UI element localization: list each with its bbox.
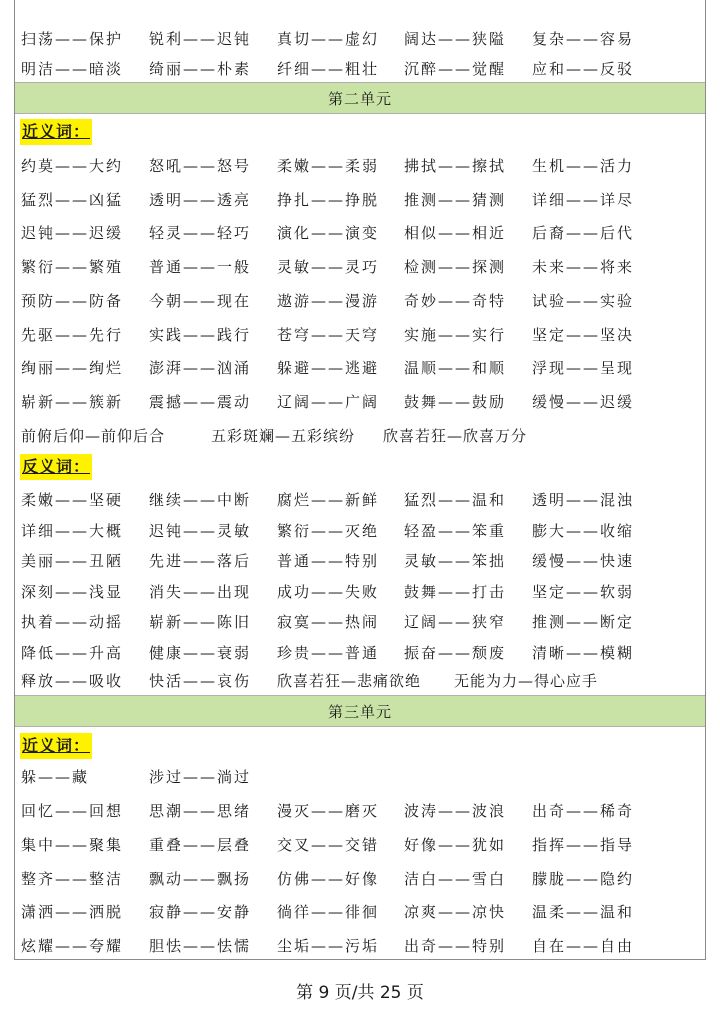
word-pair: 柔嫩——柔弱 (277, 157, 380, 175)
word-pair: 猛烈——温和 (404, 491, 507, 509)
word-pair: 实施——实行 (404, 325, 507, 344)
word-pair: 出奇——特别 (404, 937, 507, 956)
word-row (21, 830, 701, 860)
word-row (21, 185, 701, 215)
word-pair: 快活——哀伤 (149, 672, 252, 690)
word-row (21, 864, 701, 894)
word-row (21, 353, 701, 383)
word-pair: 明洁——暗淡 (21, 60, 124, 78)
word-pair: 检测——探测 (404, 258, 507, 277)
word-pair: 灵敏——灵巧 (277, 258, 380, 277)
word-pair: 真切——虚幻 (277, 30, 380, 48)
word-pair: 猛烈——凶猛 (21, 190, 124, 209)
word-row (21, 54, 701, 84)
word-pair: 普通——一般 (149, 258, 252, 277)
word-pair: 波涛——波浪 (404, 802, 507, 820)
word-pair: 后裔——后代 (532, 224, 635, 243)
word-pair: 试验——实验 (532, 291, 635, 310)
word-pair: 美丽——丑陋 (21, 552, 124, 571)
word-pair: 辽阔——狭窄 (404, 613, 507, 632)
word-pair: 交叉——交错 (277, 835, 380, 854)
word-pair: 鼓舞——鼓励 (404, 392, 507, 411)
word-row (21, 485, 701, 515)
word-pair: 轻灵——轻巧 (149, 224, 252, 243)
word-row (21, 796, 701, 826)
word-pair: 凉爽——凉快 (404, 903, 507, 922)
word-pair: 朦胧——隐约 (532, 869, 635, 888)
word-pair: 崭新——簇新 (21, 392, 124, 411)
word-pair: 约莫——大约 (21, 157, 124, 175)
idiom-pair: 欣喜若狂—欣喜万分 (383, 427, 528, 445)
word-pair: 好像——犹如 (404, 835, 507, 854)
word-pair: 振奋——颓废 (404, 644, 507, 662)
word-pair: 健康——衰弱 (149, 644, 252, 662)
word-pair: 演化——演变 (277, 224, 380, 243)
word-pair: 躲——藏 (21, 768, 90, 786)
word-pair: 灵敏——笨拙 (404, 552, 507, 571)
word-pair: 震撼——震动 (149, 392, 252, 411)
word-row (21, 666, 701, 696)
word-row (21, 151, 701, 181)
word-pair: 出奇——稀奇 (532, 802, 635, 820)
word-pair: 缓慢——迟缓 (532, 392, 635, 411)
word-pair: 绮丽——朴素 (149, 60, 252, 78)
word-pair: 实践——践行 (149, 325, 252, 344)
word-pair: 集中——聚集 (21, 835, 124, 854)
word-pair: 迟钝——迟缓 (21, 224, 124, 243)
word-pair: 仿佛——好像 (277, 869, 380, 888)
word-pair: 消失——出现 (149, 582, 252, 601)
word-pair: 鼓舞——打击 (404, 582, 507, 601)
word-pair: 相似——相近 (404, 224, 507, 243)
word-pair: 胆怯——怯懦 (149, 937, 252, 956)
word-pair: 锐利——迟钝 (149, 30, 252, 48)
word-pair: 膨大——收缩 (532, 521, 635, 540)
word-row (21, 577, 701, 607)
word-pair: 今朝——现在 (149, 291, 252, 310)
word-pair: 沉醉——觉醒 (404, 60, 507, 78)
word-pair: 温柔——温和 (532, 903, 635, 922)
word-pair: 躲避——逃避 (277, 359, 380, 378)
word-pair: 详细——大概 (21, 521, 124, 540)
word-pair: 崭新——陈旧 (149, 613, 252, 632)
word-pair: 透明——透亮 (149, 190, 252, 209)
word-pair: 预防——防备 (21, 291, 124, 310)
word-pair: 浮现——呈现 (532, 359, 635, 378)
word-pair: 飘动——飘扬 (149, 869, 252, 888)
word-row (21, 320, 701, 350)
word-row (21, 516, 701, 546)
word-pair: 复杂——容易 (532, 30, 635, 48)
word-pair: 涉过——淌过 (149, 768, 252, 786)
word-pair: 降低——升高 (21, 644, 124, 662)
word-pair: 执着——动摇 (21, 613, 124, 632)
idiom-row (21, 421, 701, 451)
word-pair: 柔嫩——坚硬 (21, 491, 124, 509)
word-pair: 奇妙——奇特 (404, 291, 507, 310)
word-pair: 指挥——指导 (532, 835, 635, 854)
word-pair: 迟钝——灵敏 (149, 521, 252, 540)
word-pair: 阔达——狭隘 (404, 30, 507, 48)
word-pair: 挣扎——挣脱 (277, 190, 380, 209)
word-pair: 绚丽——绚烂 (21, 359, 124, 378)
word-pair: 轻盈——笨重 (404, 521, 507, 540)
page-number: 第 9 页/共 25 页 (296, 983, 424, 1003)
word-pair: 坚定——软弱 (532, 582, 635, 601)
word-pair: 寂寞——热闹 (277, 613, 380, 632)
word-pair: 应和——反驳 (532, 60, 635, 78)
word-pair: 详细——详尽 (532, 190, 635, 209)
unit-2-antonyms-label: 反义词： (20, 454, 92, 480)
word-pair: 漫灭——磨灭 (277, 802, 380, 820)
word-pair: 未来——将来 (532, 258, 635, 277)
word-pair: 珍贵——普通 (277, 644, 380, 662)
word-pair: 徜徉——徘徊 (277, 903, 380, 922)
word-pair: 寂静——安静 (149, 903, 252, 922)
word-pair: 释放——吸收 (21, 672, 124, 690)
word-pair: 普通——特别 (277, 552, 380, 571)
idiom-pair: 欣喜若狂—悲痛欲绝 (277, 672, 422, 690)
word-pair: 自在——自由 (532, 937, 635, 956)
idiom-pair: 无能为力—得心应手 (454, 672, 599, 690)
word-row (21, 387, 701, 417)
word-pair: 纤细——粗壮 (277, 60, 380, 78)
word-pair: 怒吼——怒号 (149, 157, 252, 175)
word-pair: 回忆——回想 (21, 802, 124, 820)
word-row (21, 24, 701, 54)
word-pair: 继续——中断 (149, 491, 252, 509)
word-pair: 尘垢——污垢 (277, 937, 380, 956)
word-pair: 透明——混浊 (532, 491, 635, 509)
word-row (21, 607, 701, 637)
word-pair: 推测——断定 (532, 613, 635, 632)
word-pair: 深刻——浅显 (21, 582, 124, 601)
word-pair: 繁衍——繁殖 (21, 258, 124, 277)
word-row (21, 218, 701, 248)
unit-2-banner: 第二单元 (15, 82, 705, 114)
unit-2-synonyms-label: 近义词： (20, 119, 92, 145)
word-pair: 推测——猜测 (404, 190, 507, 209)
unit-3-banner: 第三单元 (15, 695, 705, 727)
idiom-pair: 五彩斑斓—五彩缤纷 (211, 427, 356, 445)
word-row (21, 252, 701, 282)
word-pair: 潇洒——洒脱 (21, 903, 124, 922)
word-pair: 腐烂——新鲜 (277, 491, 380, 509)
word-row (21, 762, 701, 792)
word-row (21, 638, 701, 668)
word-row (21, 286, 701, 316)
word-pair: 苍穹——天穹 (277, 325, 380, 344)
word-pair: 先进——落后 (149, 552, 252, 571)
word-pair: 温顺——和顺 (404, 359, 507, 378)
word-pair: 辽阔——广阔 (277, 392, 380, 411)
unit-3-synonyms-label: 近义词： (20, 733, 92, 759)
word-pair: 拂拭——擦拭 (404, 157, 507, 175)
idiom-pair: 前俯后仰—前仰后合 (21, 427, 166, 445)
word-pair: 扫荡——保护 (21, 30, 124, 48)
word-pair: 繁衍——灭绝 (277, 521, 380, 540)
word-row (21, 546, 701, 576)
word-row (21, 897, 701, 927)
word-pair: 缓慢——快速 (532, 552, 635, 571)
word-pair: 思潮——思绪 (149, 802, 252, 820)
word-pair: 澎湃——汹涌 (149, 359, 252, 378)
word-pair: 生机——活力 (532, 157, 635, 175)
word-pair: 洁白——雪白 (404, 869, 507, 888)
word-pair: 整齐——整洁 (21, 869, 124, 888)
word-pair: 重叠——层叠 (149, 835, 252, 854)
word-pair: 先驱——先行 (21, 325, 124, 344)
word-pair: 炫耀——夸耀 (21, 937, 124, 956)
word-pair: 清晰——模糊 (532, 644, 635, 662)
word-pair: 坚定——坚决 (532, 325, 635, 344)
word-row (21, 931, 701, 961)
word-pair: 遨游——漫游 (277, 291, 380, 310)
page-frame (14, 0, 706, 960)
word-pair: 成功——失败 (277, 582, 380, 601)
